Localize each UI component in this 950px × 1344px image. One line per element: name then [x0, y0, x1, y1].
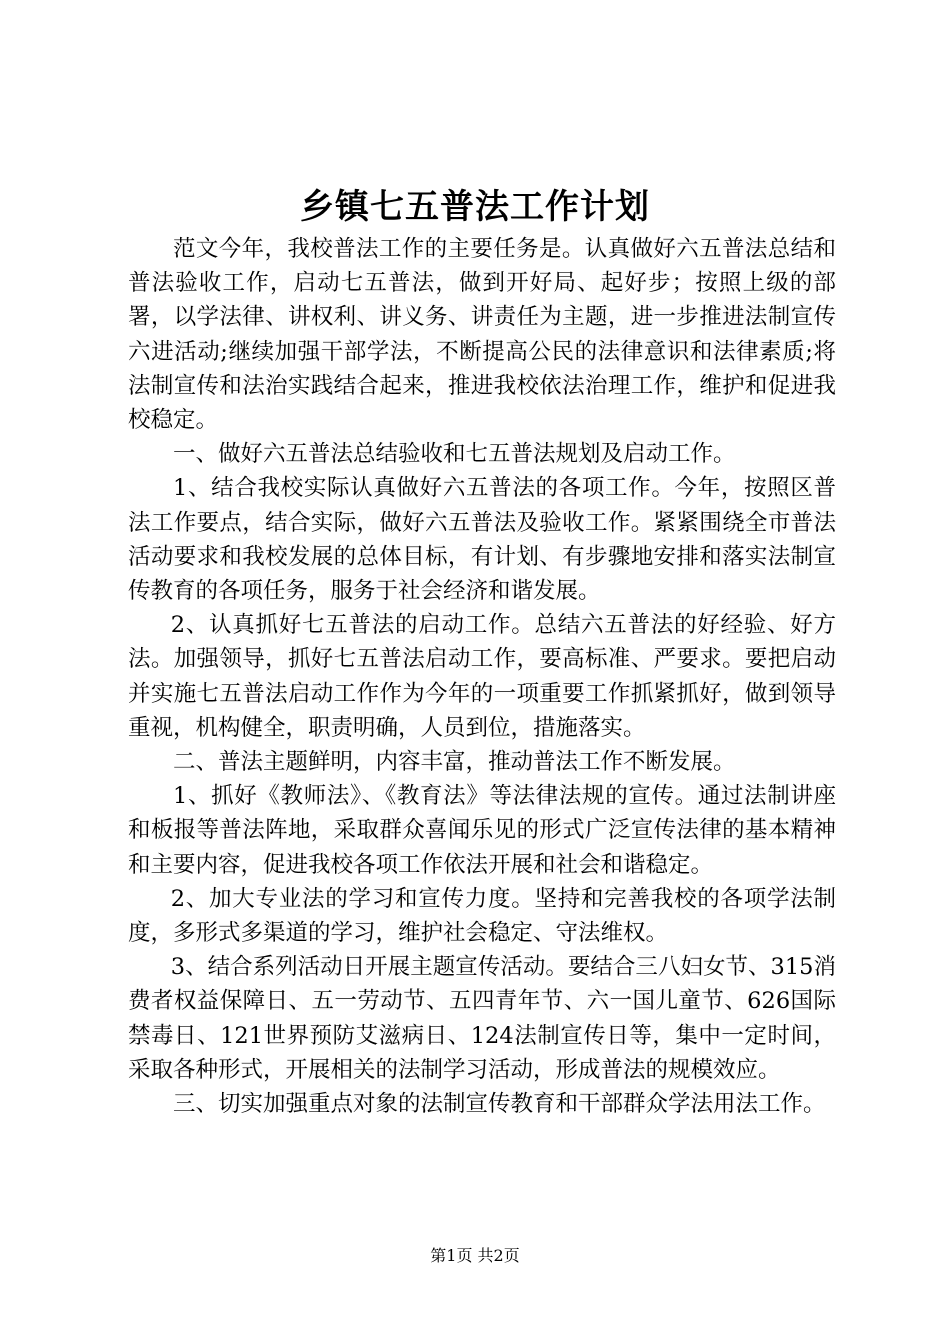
section-heading-1: 一、做好六五普法总结验收和七五普法规划及启动工作。 — [173, 441, 736, 468]
section-2-item-1: 1、抓好《教师法》、《教育法》等法律法规的宣传。通过法制讲座和板报等普法阵地，采取群众喜闻乐见的形式广泛宣传法律的基本精神和主要内容，促进我校各项工作依法开展和社会和谐稳定。 — [128, 783, 836, 878]
intro-paragraph: 范文今年，我校普法工作的主要任务是。认真做好六五普法总结和普法验收工作，启动七五普法，做到开好局、起好步；按照上级的部署，以学法律、讲权利、讲义务、讲责任为主题，进一步推进法制宣传六进活动;继续加强干部学法，不断提高公民的法律意识和法律素质;将法制宣传和法治实践结合起来，推进我校依法治理工作，维护和促进我校稳定。 — [128, 236, 836, 434]
section-2-item-3: 3、结合系列活动日开展主题宣传活动。要结合三八妇女节、315消费者权益保障日、五一劳动节、五四青年节、六一国儿童节、626国际禁毒日、121世界预防艾滋病日、124法制宣传日等，集中一定时间，采取各种形式，开展相关的法制学习活动，形成普法的规模效应。 — [128, 954, 836, 1083]
document-title: 乡镇七五普法工作计划 — [300, 187, 650, 227]
page-footer: 第1页 共2页 — [430, 1246, 520, 1265]
section-heading-3: 三、切实加强重点对象的法制宣传教育和干部群众学法用法工作。 — [173, 1091, 826, 1118]
section-1-item-1: 1、结合我校实际认真做好六五普法的各项工作。今年，按照区普法工作要点，结合实际，做好六五普法及验收工作。紧紧围绕全市普法活动要求和我校发展的总体目标，有计划、有步骤地安排和落实法制宣传教育的各项任务，服务于社会经济和谐发展。 — [128, 475, 836, 605]
section-heading-2: 二、普法主题鲜明，内容丰富，推动普法工作不断发展。 — [173, 749, 736, 776]
section-1-item-2: 2、认真抓好七五普法的启动工作。总结六五普法的好经验、好方法。加强领导，抓好七五普法启动工作，要高标准、严要求。要把启动并实施七五普法启动工作作为今年的一项重要工作抓紧抓好，做到领导重视，机构健全，职责明确，人员到位，措施落实。 — [128, 612, 836, 741]
section-2-item-2: 2、加大专业法的学习和宣传力度。坚持和完善我校的各项学法制度，多形式多渠道的学习，维护社会稳定、守法维权。 — [128, 885, 836, 947]
document-body — [128, 232, 836, 1121]
